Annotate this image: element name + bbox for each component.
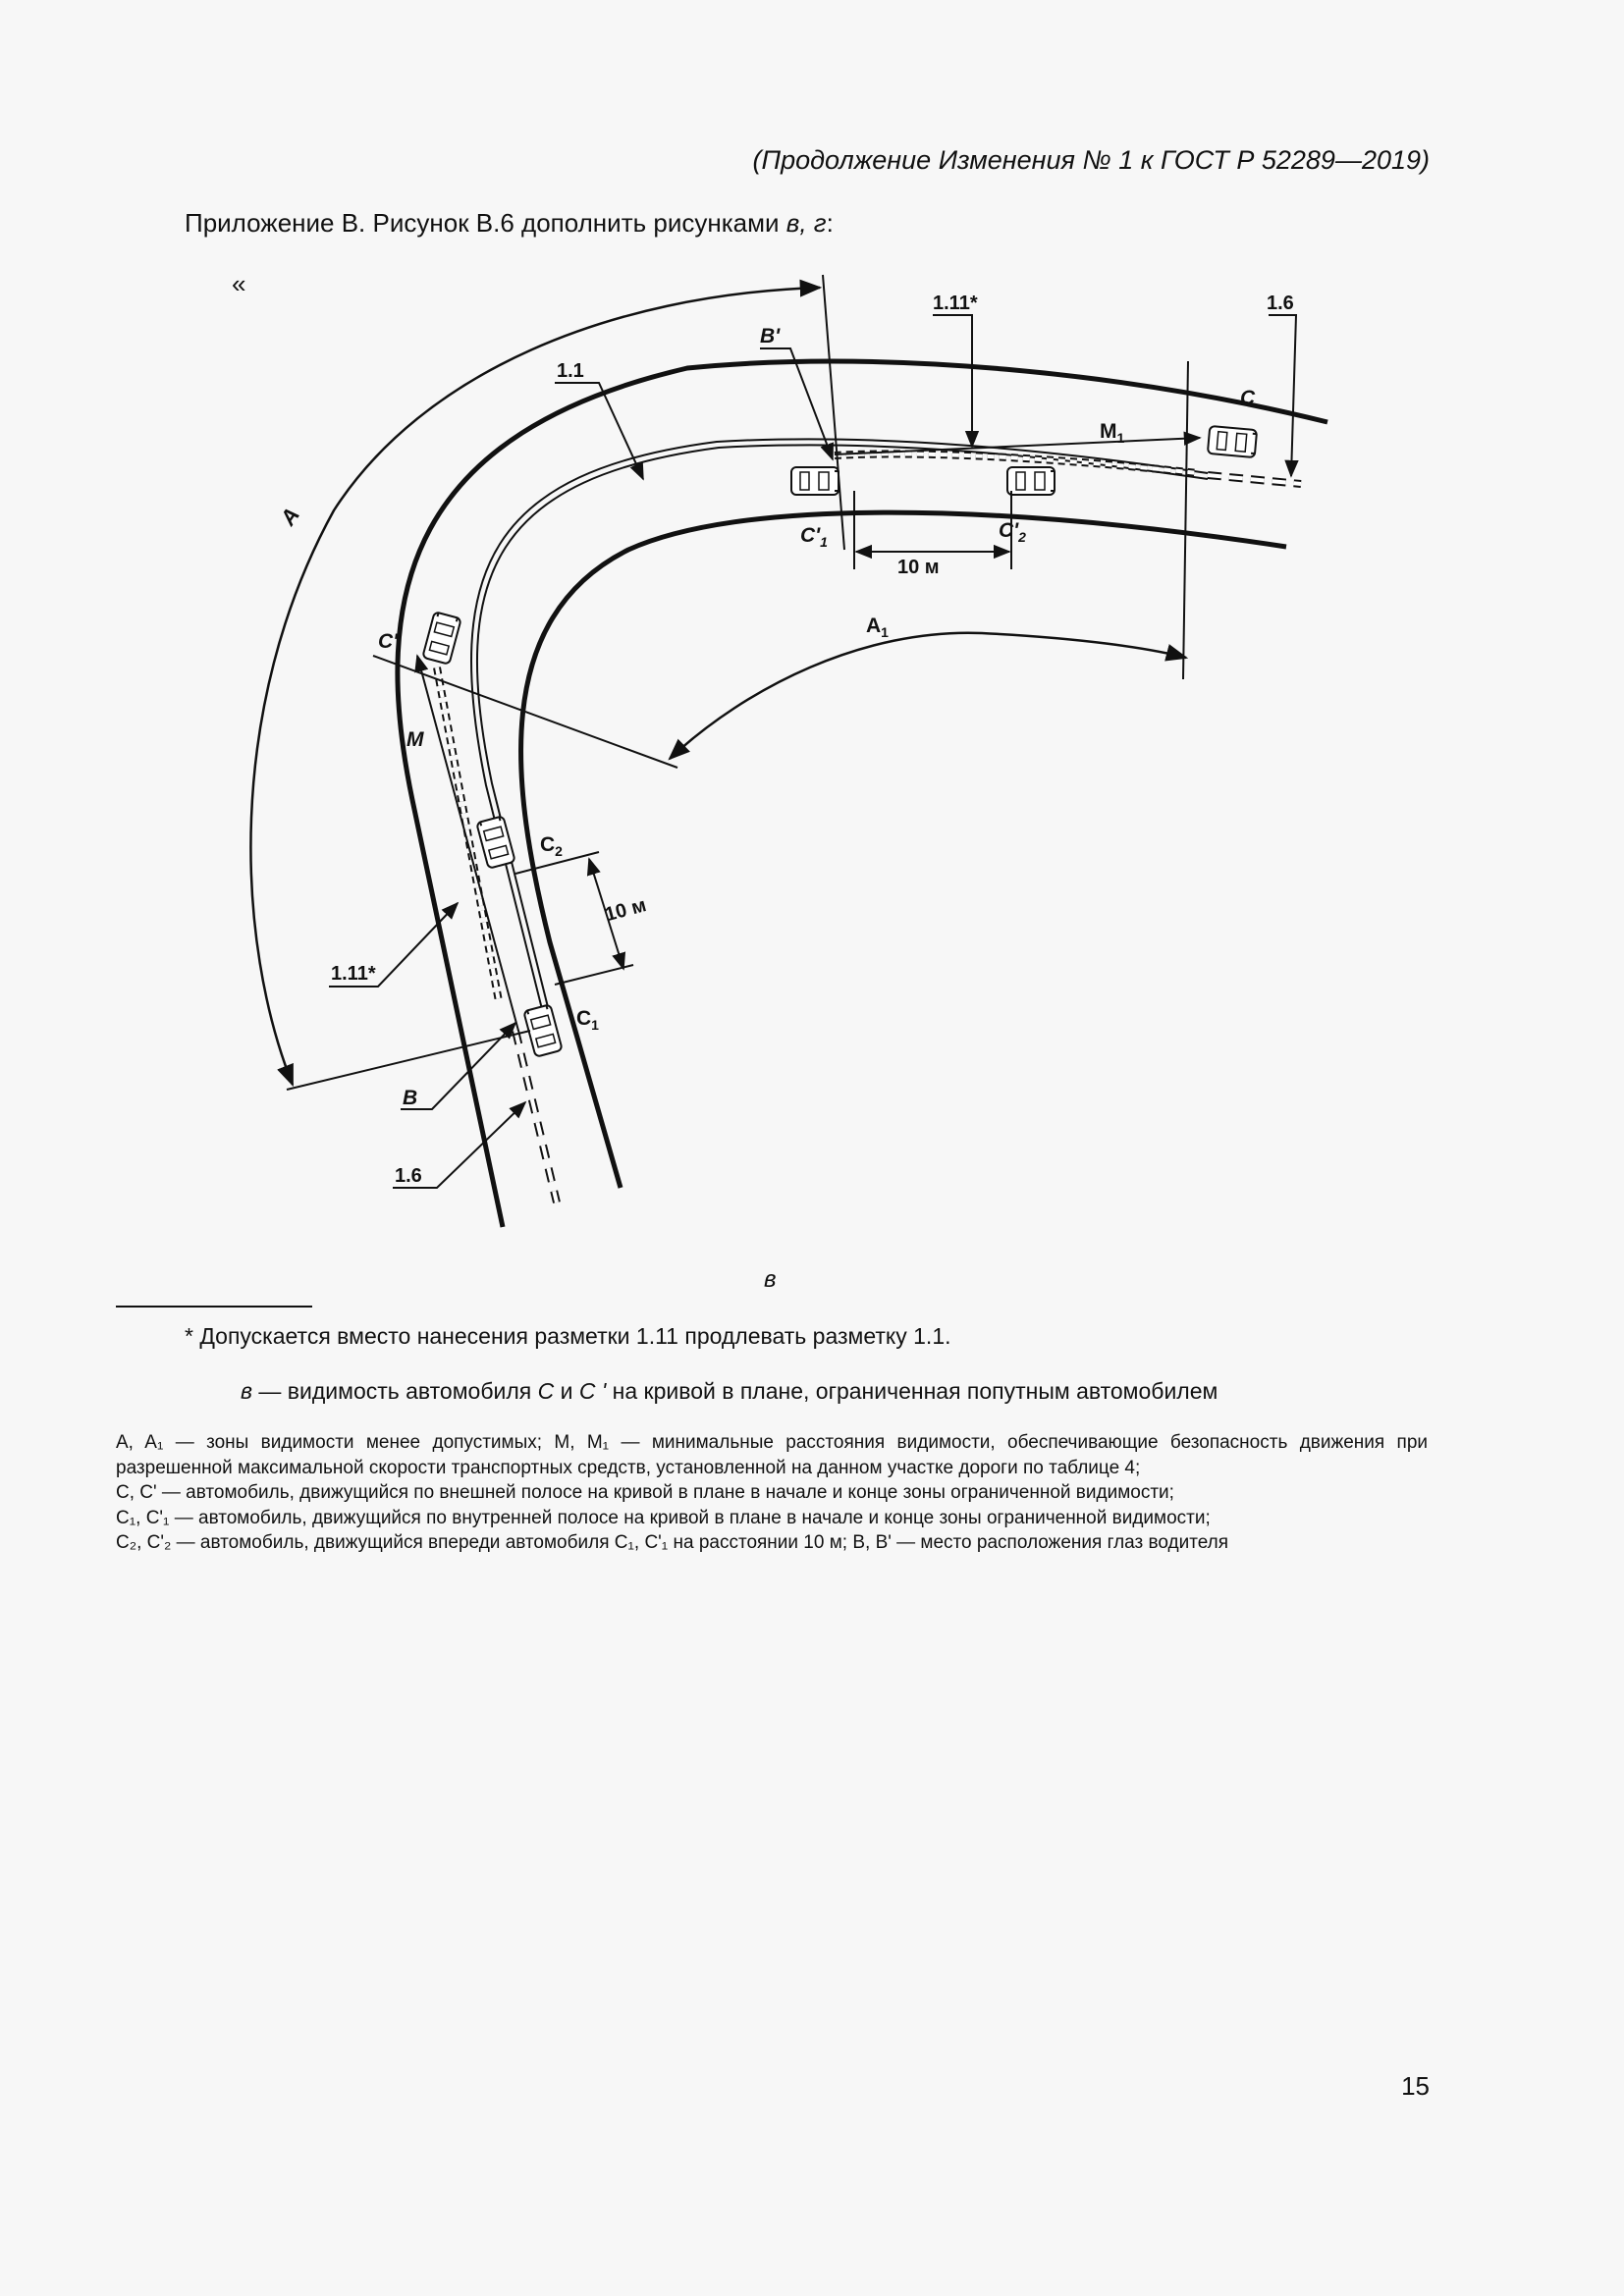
label-c2: $C_2$ [540, 833, 563, 859]
figure-caption [241, 1378, 1218, 1405]
label-m: M [406, 728, 424, 751]
road-outer-edge [398, 361, 1327, 1227]
caption-and: и [554, 1378, 579, 1404]
car-c-prime [422, 612, 460, 665]
opening-quote: « [232, 269, 246, 298]
page-number: 15 [1401, 2071, 1430, 2101]
running-header: (Продолжение Изменения № 1 к ГОСТ Р 52289—2019) [752, 145, 1430, 175]
legend-item: C₂, C'₂ — автомобиль, движущийся впереди автомобиля C₁, C'₁ на расстоянии 10 м; B, B' — место расположения глаз водителя [116, 1532, 1229, 1553]
caption-letter: в [241, 1378, 253, 1404]
label-m1: $M_1$ [1100, 420, 1125, 446]
zone-a-boundary-top [823, 275, 844, 550]
label-10m-horizontal: 10 м [897, 557, 940, 578]
car-c2-prime [1007, 467, 1055, 495]
zone-a-boundary-bottom [287, 1031, 530, 1090]
legend [116, 1430, 1428, 1556]
legend-item: C₁, C'₁ — автомобиль, движущийся по внутренней полосе на кривой в плане в начале и конце зоны ограниченной видимости; [116, 1507, 1211, 1528]
label-c1-prime: $C'_1$ [800, 524, 828, 550]
car-c [1208, 426, 1257, 457]
caption-cp: C ' [578, 1378, 607, 1404]
label-mark-1-11-left: 1.11* [331, 963, 376, 985]
footnote-rule [116, 1306, 312, 1308]
caption-text: — видимость автомобиля [252, 1378, 538, 1404]
road-inner-edge [521, 512, 1286, 1188]
leader-b [401, 1023, 515, 1109]
c1-level-line [555, 965, 633, 985]
intro-text: Приложение В. Рисунок В.6 дополнить рисунками [185, 208, 786, 238]
label-a: A [275, 503, 304, 530]
label-mark-1-11-top: 1.11* [933, 293, 978, 314]
leader-1-11-top [933, 315, 972, 447]
label-c2-prime: $C'_2$ [999, 519, 1026, 545]
car-c1-prime [791, 467, 839, 495]
label-a1: $A_1$ [866, 614, 889, 640]
label-b: B [403, 1087, 418, 1109]
legend-item: A, A₁ — зоны видимости менее допустимых; M, M₁ — минимальные расстояния видимости, обеспечивающие безопасность движения при разрешенной максимальной скорости транспортных средств, установленной на данном участке дороги по таблице 4; [116, 1432, 1428, 1478]
footnote: * Допускается вместо нанесения разметки 1.11 продлевать разметку 1.1. [185, 1323, 951, 1349]
zone-a1-arc [670, 633, 1186, 759]
label-mark-1-6-top: 1.6 [1267, 293, 1294, 314]
intro-tail: : [826, 208, 834, 238]
marking-1-6-left-inner [515, 1031, 557, 1202]
label-b-prime: B' [760, 325, 781, 347]
label-c-prime: C' [378, 630, 399, 653]
legend-item: C, C' — автомобиль, движущийся по внешней полосе на кривой в плане в начале и конце зоны ограниченной видимости; [116, 1482, 1174, 1503]
caption-c: C [537, 1378, 555, 1404]
label-mark-1-1: 1.1 [557, 360, 584, 382]
leader-1-6-top [1269, 315, 1296, 476]
figure-letter: в [764, 1266, 777, 1293]
label-mark-1-6-left: 1.6 [395, 1165, 422, 1187]
intro-emph: в, г [785, 208, 827, 238]
car-c2 [476, 816, 514, 869]
label-c1: $C_1$ [576, 1007, 599, 1033]
caption-rest: на кривой в плане, ограниченная попутным автомобилем [606, 1378, 1218, 1404]
label-c: C [1240, 387, 1256, 409]
road-center-line [471, 439, 1208, 1021]
label-10m-vertical: 10 м [602, 894, 649, 927]
zone-a1-boundary-right [1183, 361, 1188, 679]
leader-b-prime [760, 348, 833, 459]
